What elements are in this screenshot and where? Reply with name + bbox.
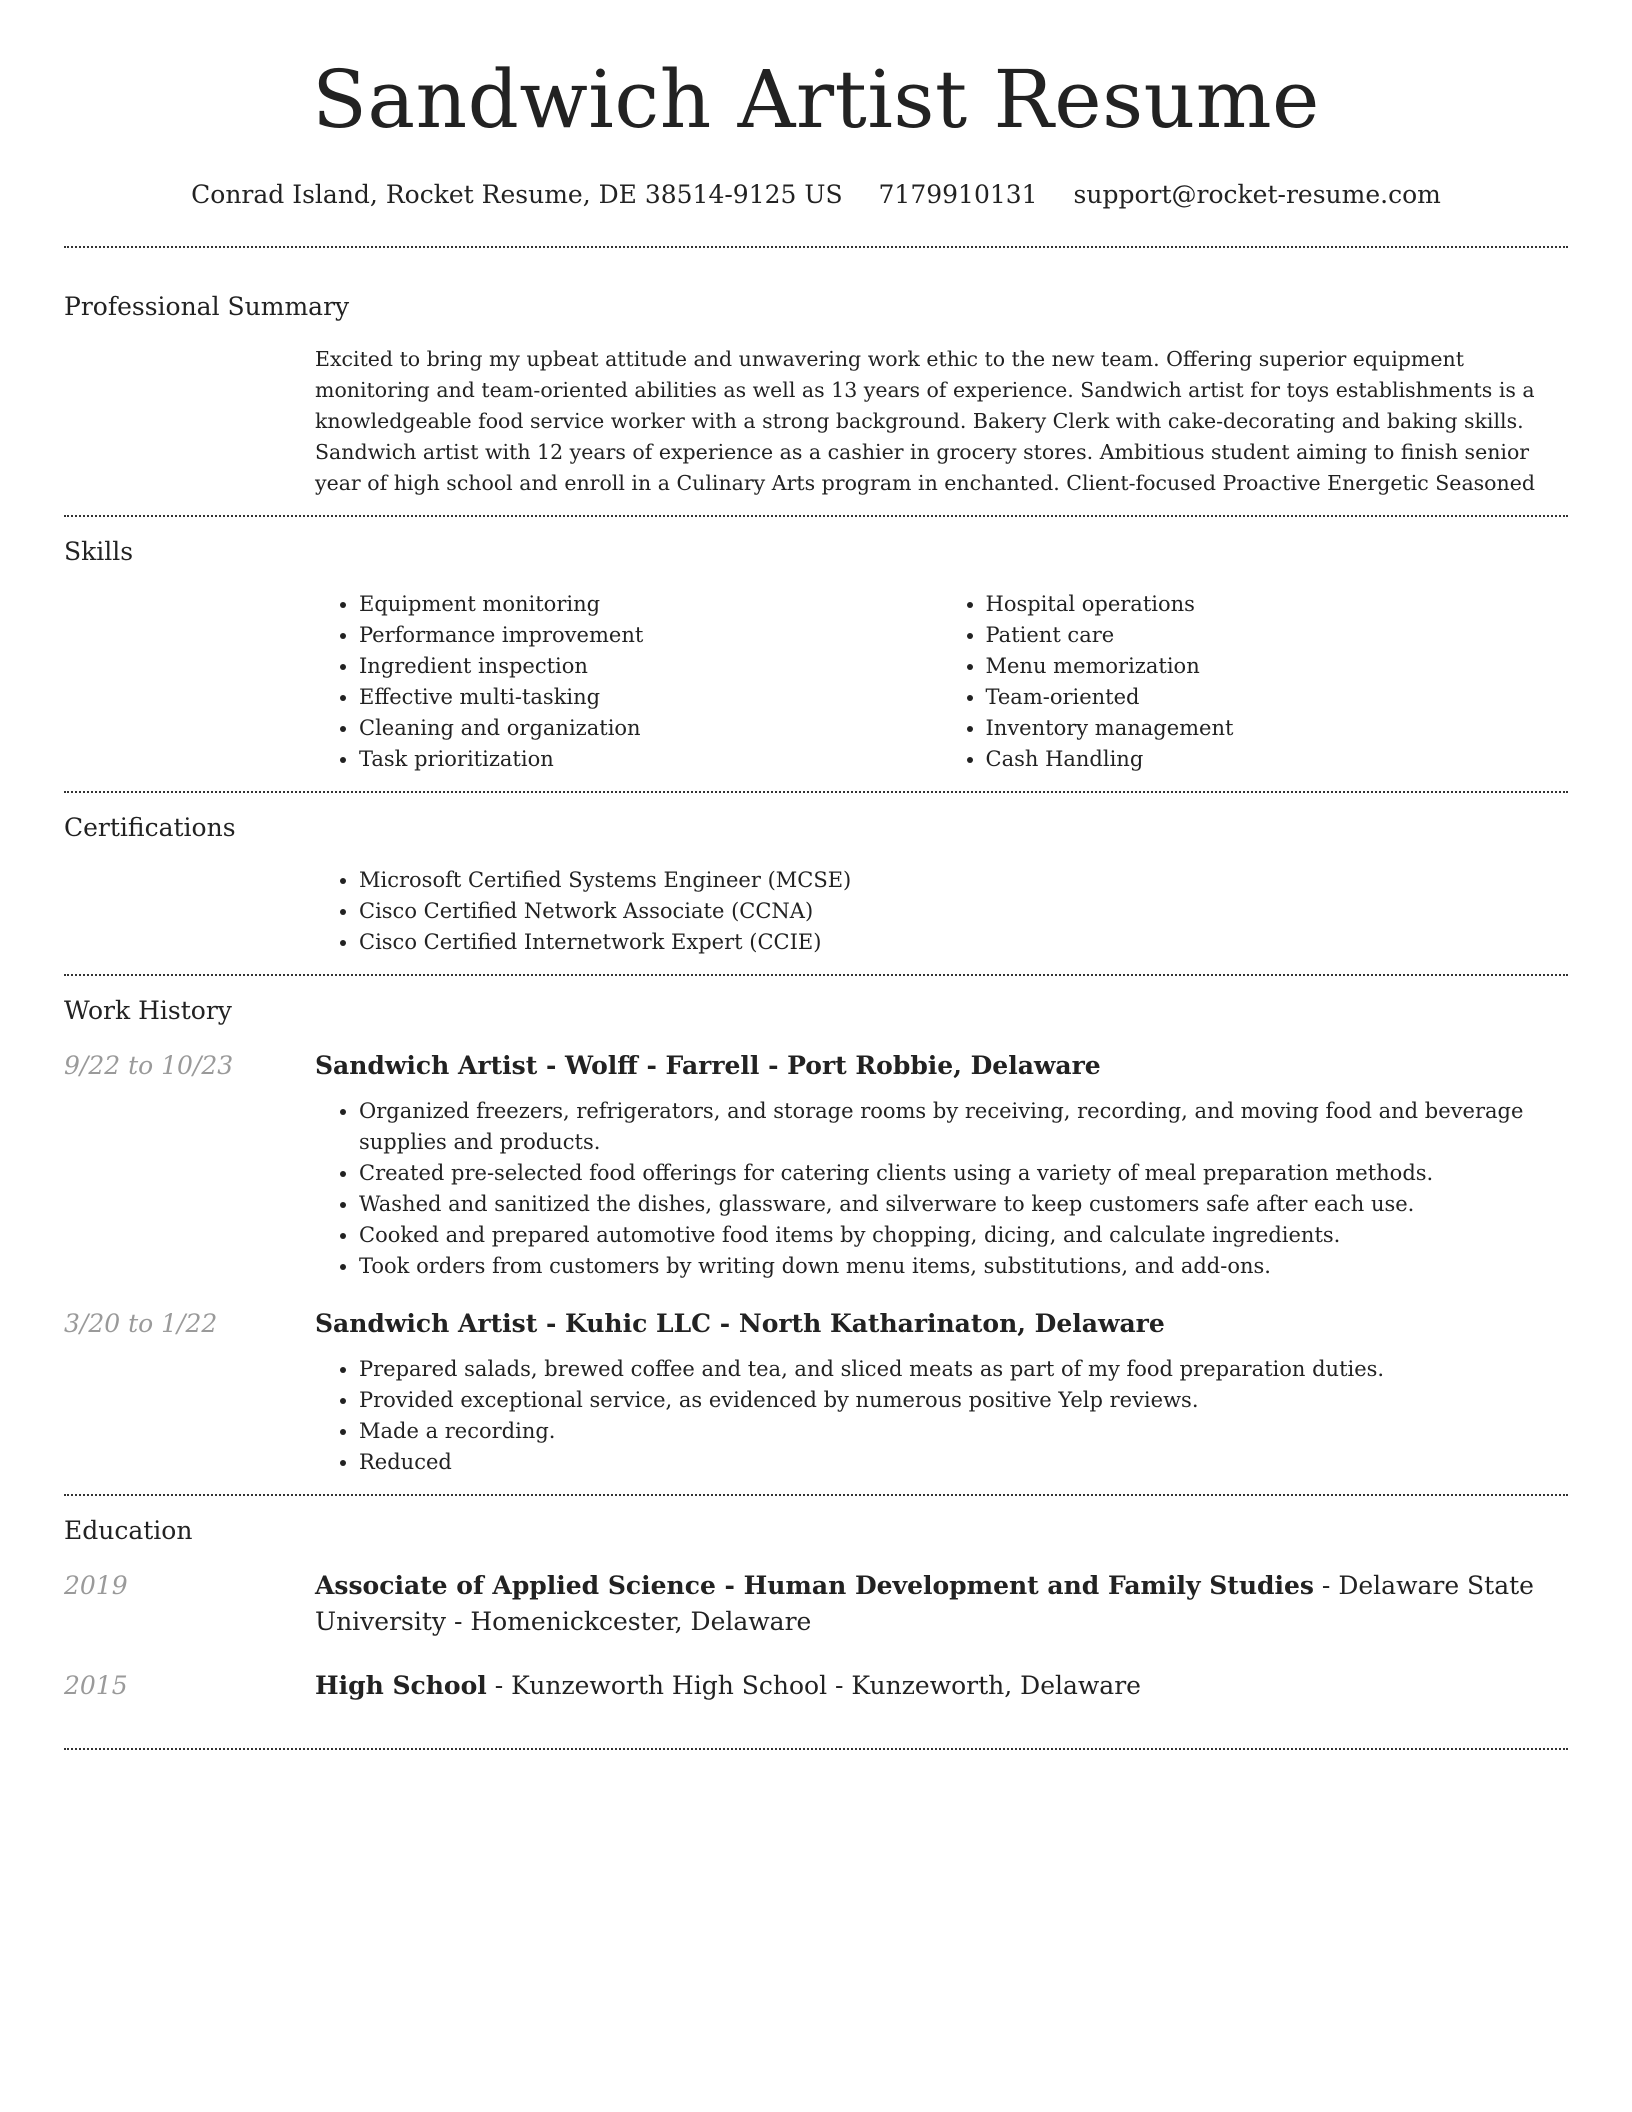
contact-address: Conrad Island, Rocket Resume, DE 38514-9125 US xyxy=(191,180,843,209)
job-duties-list xyxy=(315,1096,1568,1282)
section-title-skills: Skills xyxy=(64,537,134,566)
section-title-certifications: Certifications xyxy=(64,813,236,842)
job-duty: • Washed and sanitized the dishes, glassware, and silverware to keep customers safe after each use. xyxy=(359,1189,1568,1220)
job-duty: • Took orders from customers by writing down menu items, substitutions, and add-ons. xyxy=(359,1251,1568,1282)
job-date: 9/22 to 10/23 xyxy=(64,1051,234,1080)
job-duty: • Provided exceptional service, as evidenced by numerous positive Yelp reviews. xyxy=(359,1385,1568,1416)
job-duty: • Prepared salads, brewed coffee and tea, and sliced meats as part of my food preparation duties. xyxy=(359,1354,1568,1385)
job-title xyxy=(315,1048,1568,1084)
professional-summary-section xyxy=(64,248,1568,515)
education-entry xyxy=(64,1668,1568,1704)
education-body xyxy=(315,1668,1568,1704)
skill-item: • Ingredient inspection xyxy=(359,651,942,682)
certification-item: • Cisco Certified Network Associate (CCNA) xyxy=(359,896,1568,927)
education-body xyxy=(315,1568,1568,1640)
resume-title: Sandwich Artist Resume xyxy=(312,53,1320,146)
education-details: - Delaware State University - Homenickcester, Delaware xyxy=(315,1571,1534,1636)
skills-columns xyxy=(315,589,1568,775)
skill-item: • Cash Handling xyxy=(986,744,1569,775)
job-duty: • Made a recording. xyxy=(359,1416,1568,1447)
job-entry xyxy=(64,1048,1568,1282)
job-role: Sandwich Artist xyxy=(315,1309,538,1338)
resume-header xyxy=(64,0,1568,212)
education-entry xyxy=(64,1568,1568,1640)
education-section xyxy=(64,1496,1568,1748)
job-duty: • Cooked and prepared automotive food items by chopping, dicing, and calculate ingredients. xyxy=(359,1220,1568,1251)
certifications-list xyxy=(315,865,1568,958)
job-entry xyxy=(64,1306,1568,1478)
skill-item: • Inventory management xyxy=(986,713,1569,744)
work-history-section xyxy=(64,976,1568,1494)
certification-item: • Cisco Certified Internetwork Expert (CCIE) xyxy=(359,927,1568,958)
education-details: - Kunzeworth High School - Kunzeworth, Delaware xyxy=(486,1671,1141,1700)
skill-item: • Patient care xyxy=(986,620,1569,651)
skills-list-left xyxy=(315,589,942,775)
education-date: 2019 xyxy=(64,1571,128,1600)
certifications-body xyxy=(315,865,1568,958)
certifications-section xyxy=(64,793,1568,974)
job-duty: • Created pre-selected food offerings for catering clients using a variety of meal preparation methods. xyxy=(359,1158,1568,1189)
skill-item: • Effective multi-tasking xyxy=(359,682,942,713)
job-body xyxy=(315,1048,1568,1282)
contact-info xyxy=(64,178,1568,212)
skill-item: • Cleaning and organization xyxy=(359,713,942,744)
job-duty: • Organized freezers, refrigerators, and storage rooms by receiving, recording, and moving food and beverage supplies and products. xyxy=(359,1096,1568,1158)
job-role: Sandwich Artist xyxy=(315,1051,538,1080)
contact-email: support@rocket-resume.com xyxy=(1073,180,1441,209)
contact-phone: 7179910131 xyxy=(878,180,1038,209)
section-divider xyxy=(64,1748,1568,1750)
education-date: 2015 xyxy=(64,1671,128,1700)
skill-item: • Task prioritization xyxy=(359,744,942,775)
section-title-education: Education xyxy=(64,1516,193,1545)
skill-item: • Hospital operations xyxy=(986,589,1569,620)
skills-section xyxy=(64,517,1568,791)
section-title-work-history: Work History xyxy=(64,996,232,1025)
job-duties-list xyxy=(315,1354,1568,1478)
skills-list-right xyxy=(942,589,1569,775)
skill-item: • Equipment monitoring xyxy=(359,589,942,620)
skill-item: • Team-oriented xyxy=(986,682,1569,713)
job-details: - Kuhic LLC - North Katharinaton, Delaware xyxy=(537,1309,1165,1338)
job-details: - Wolff - Farrell - Port Robbie, Delaware xyxy=(537,1051,1101,1080)
job-duty: • Reduced xyxy=(359,1447,1568,1478)
summary-body xyxy=(315,344,1568,499)
job-title xyxy=(315,1306,1568,1342)
skill-item: • Performance improvement xyxy=(359,620,942,651)
education-degree: Associate of Applied Science - Human Development and Family Studies xyxy=(315,1571,1314,1600)
summary-text: Excited to bring my upbeat attitude and unwavering work ethic to the new team. Offering superior equipment monitoring and team-oriented abilities as well as 13 years of experience. Sandwich artist for toys establishments is a knowledgeable food service worker with a strong background. Bakery Clerk with cake-decorating and baking skills. Sandwich artist with 12 years of experience as a cashier in grocery stores. Ambitious student aiming to finish senior year of high school and enroll in a Culinary Arts program in enchanted. Client-focused Proactive Energetic Seasoned xyxy=(315,347,1535,495)
skill-item: • Menu memorization xyxy=(986,651,1569,682)
certification-item: • Microsoft Certified Systems Engineer (MCSE) xyxy=(359,865,1568,896)
job-date: 3/20 to 1/22 xyxy=(64,1309,218,1338)
job-body xyxy=(315,1306,1568,1478)
education-degree: High School xyxy=(315,1671,487,1700)
section-title-summary: Professional Summary xyxy=(64,292,350,321)
